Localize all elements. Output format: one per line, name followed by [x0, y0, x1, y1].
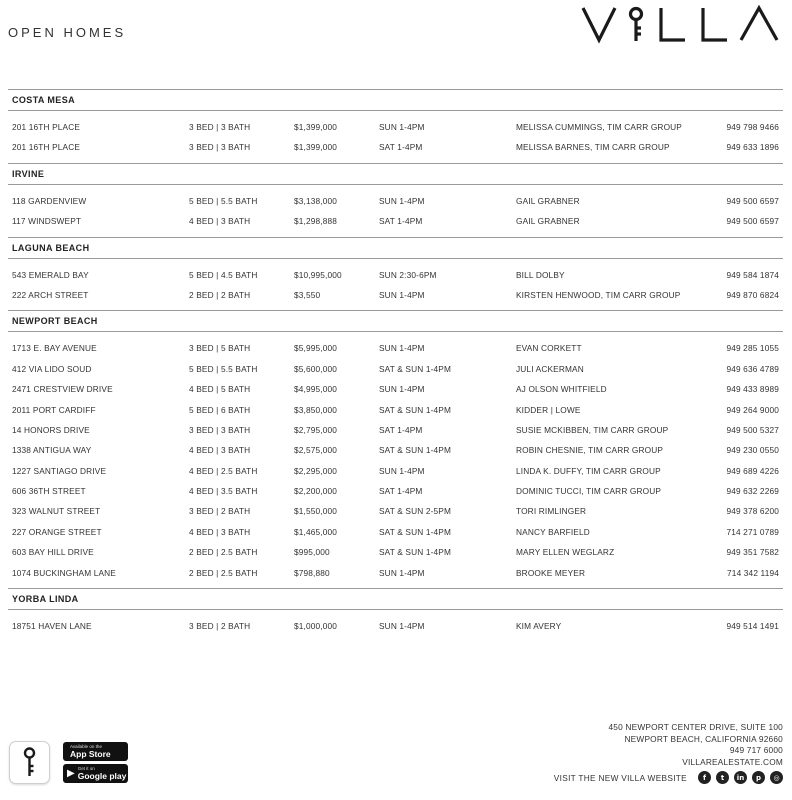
play-icon: ▶ [67, 768, 75, 779]
listing-time: SAT & SUN 1-4PM [379, 363, 452, 374]
listing-price: $3,550 [294, 289, 321, 300]
listing-bed-bath: 3 BED | 3 BATH [189, 424, 251, 435]
listing-agent: DOMINIC TUCCI, TIM CARR GROUP [516, 486, 662, 497]
listing-agent: TORI RIMLINGER [516, 506, 587, 517]
listing-row [8, 137, 783, 157]
city-section [8, 90, 783, 164]
listing-time: SUN 1-4PM [379, 621, 425, 632]
city-heading: IRVINE [8, 164, 783, 185]
listing-price: $1,000,000 [294, 621, 338, 632]
instagram-icon[interactable]: ◎ [770, 771, 783, 784]
listing-address: 118 GARDENVIEW [12, 195, 87, 206]
listing-price: $1,399,000 [294, 142, 338, 153]
listing-time: SUN 1-4PM [379, 567, 425, 578]
listing-bed-bath: 2 BED | 2.5 BATH [189, 547, 258, 558]
linkedin-icon[interactable]: in [734, 771, 747, 784]
twitter-icon[interactable]: t [716, 771, 729, 784]
listing-phone[interactable]: 949 285 1055 [726, 343, 779, 354]
listing-bed-bath: 5 BED | 5.5 BATH [189, 363, 258, 374]
villa-app-icon[interactable] [9, 741, 50, 784]
listing-agent: GAIL GRABNER [516, 195, 580, 206]
office-address-line1: 450 NEWPORT CENTER DRIVE, SUITE 100 [608, 722, 783, 732]
listing-time: SUN 1-4PM [379, 465, 425, 476]
listing-price: $5,600,000 [294, 363, 338, 374]
listing-bed-bath: 3 BED | 3 BATH [189, 122, 251, 132]
listing-bed-bath: 4 BED | 5 BATH [189, 384, 251, 395]
listing-row [8, 285, 783, 305]
listing-time: SUN 1-4PM [379, 289, 425, 300]
listing-price: $995,000 [294, 547, 330, 558]
visit-website-link[interactable]: VISIT THE NEW VILLA WEBSITE [553, 772, 687, 783]
listing-bed-bath: 4 BED | 3 BATH [189, 526, 251, 537]
listing-address: 1074 BUCKINGHAM LANE [12, 567, 116, 578]
listing-phone[interactable]: 949 264 9000 [726, 404, 779, 415]
listing-agent: SUSIE MCKIBBEN, TIM CARR GROUP [516, 424, 669, 435]
listing-time: SAT & SUN 1-4PM [379, 547, 452, 558]
app-store-small-text: Available on the [70, 744, 102, 749]
google-play-small-text: Get it on [77, 766, 95, 771]
listing-agent: GAIL GRABNER [516, 216, 580, 227]
city-heading: YORBA LINDA [8, 589, 783, 610]
listing-bed-bath: 5 BED | 5.5 BATH [189, 195, 258, 206]
listing-time: SAT 1-4PM [379, 486, 423, 497]
listing-phone[interactable]: 949 636 4789 [726, 363, 779, 374]
listing-phone[interactable]: 949 870 6824 [726, 289, 779, 300]
listing-address: 2011 PORT CARDIFF [12, 404, 96, 415]
listing-bed-bath: 2 BED | 2 BATH [189, 289, 251, 300]
listing-agent: BROOKE MEYER [516, 567, 586, 578]
listing-address: 201 16TH PLACE [12, 122, 81, 132]
listing-time: SAT 1-4PM [379, 142, 423, 153]
listing-address: 543 EMERALD BAY [12, 269, 89, 280]
google-play-badge[interactable] [63, 764, 128, 783]
listing-price: $10,995,000 [294, 269, 342, 280]
listing-address: 222 ARCH STREET [12, 289, 89, 300]
listing-time: SAT & SUN 2-5PM [379, 506, 452, 517]
listing-row [8, 616, 783, 636]
listing-rows [8, 610, 783, 641]
listing-time: SUN 1-4PM [379, 384, 425, 395]
listing-price: $3,138,000 [294, 195, 338, 206]
listing-address: 201 16TH PLACE [12, 142, 81, 153]
listing-bed-bath: 3 BED | 2 BATH [189, 506, 251, 517]
app-store-badge[interactable] [63, 742, 128, 761]
listing-row [8, 461, 783, 481]
listing-time: SAT & SUN 1-4PM [379, 445, 452, 456]
listing-phone[interactable]: 949 230 0550 [726, 445, 779, 456]
listing-row [8, 359, 783, 379]
listing-bed-bath: 2 BED | 2.5 BATH [189, 567, 258, 578]
villa-logo[interactable] [581, 4, 783, 44]
listing-address: 1338 ANTIGUA WAY [12, 445, 92, 456]
listing-price: $2,200,000 [294, 486, 338, 497]
listing-bed-bath: 5 BED | 6 BATH [189, 404, 251, 415]
listing-time: SAT & SUN 1-4PM [379, 404, 452, 415]
listing-row [8, 501, 783, 521]
listing-row [8, 379, 783, 399]
listing-price: $1,550,000 [294, 506, 338, 517]
listing-bed-bath: 3 BED | 2 BATH [189, 621, 251, 632]
listing-agent: NANCY BARFIELD [516, 526, 590, 537]
listing-row [8, 191, 783, 211]
listing-agent: MARY ELLEN WEGLARZ [516, 547, 615, 558]
city-heading: LAGUNA BEACH [8, 238, 783, 259]
listing-price: $5,995,000 [294, 343, 338, 354]
google-play-label: Google play [77, 770, 127, 781]
listing-phone[interactable]: 714 271 0789 [726, 526, 779, 537]
listing-price: $798,880 [294, 567, 330, 578]
listing-rows [8, 185, 783, 238]
listing-row [8, 563, 783, 583]
listing-agent: JULI ACKERMAN [516, 363, 584, 374]
listing-agent: MELISSA BARNES, TIM CARR GROUP [516, 142, 670, 153]
listing-phone[interactable]: 949 689 4226 [726, 465, 779, 476]
listing-row [8, 542, 783, 562]
city-heading: COSTA MESA [8, 90, 783, 111]
listing-phone[interactable]: 949 351 7582 [726, 547, 779, 558]
listing-agent: KIRSTEN HENWOOD, TIM CARR GROUP [516, 289, 681, 300]
listing-row [8, 481, 783, 501]
page-title: OPEN HOMES [8, 25, 127, 40]
listing-phone[interactable]: 949 378 6200 [726, 506, 779, 517]
listing-bed-bath: 4 BED | 2.5 BATH [189, 465, 258, 476]
listing-price: $2,575,000 [294, 445, 338, 456]
website-link[interactable]: VILLAREALESTATE.COM [682, 756, 783, 767]
city-section [8, 589, 783, 641]
office-contact [608, 722, 783, 768]
listing-bed-bath: 4 BED | 3 BATH [189, 216, 251, 227]
listing-price: $1,465,000 [294, 526, 338, 537]
listing-time: SUN 1-4PM [379, 195, 425, 206]
listing-address: 1713 E. BAY AVENUE [12, 343, 97, 354]
listing-agent: MELISSA CUMMINGS, TIM CARR GROUP [516, 122, 682, 132]
listing-phone[interactable]: 949 500 6597 [726, 216, 779, 227]
listing-address: 603 BAY HILL DRIVE [12, 547, 94, 558]
listing-bed-bath: 3 BED | 5 BATH [189, 343, 251, 354]
listing-address: 606 36TH STREET [12, 486, 86, 497]
listing-bed-bath: 4 BED | 3 BATH [189, 445, 251, 456]
listing-agent: BILL DOLBY [516, 269, 565, 280]
listing-rows [8, 332, 783, 589]
listing-agent: EVAN CORKETT [516, 343, 582, 354]
listing-agent: LINDA K. DUFFY, TIM CARR GROUP [516, 465, 661, 476]
listing-row [8, 400, 783, 420]
listing-phone[interactable]: 714 342 1194 [727, 567, 779, 578]
listing-rows [8, 259, 783, 312]
listing-row [8, 338, 783, 358]
listing-price: $1,298,888 [294, 216, 338, 227]
listing-phone[interactable]: 949 433 8989 [726, 384, 779, 395]
listing-agent: AJ OLSON WHITFIELD [516, 384, 607, 395]
listing-phone[interactable]: 949 514 1491 [726, 621, 779, 632]
listing-phone[interactable]: 949 632 2269 [726, 486, 779, 497]
listing-phone[interactable]: 949 584 1874 [726, 269, 779, 280]
listing-price: $3,850,000 [294, 404, 338, 415]
listing-row [8, 265, 783, 285]
listing-rows [8, 111, 783, 164]
pinterest-icon[interactable]: p [752, 771, 765, 784]
key-icon [10, 742, 49, 783]
listing-price: $2,795,000 [294, 424, 338, 435]
listing-address: 323 WALNUT STREET [12, 506, 101, 517]
office-phone: 949 717 6000 [729, 745, 783, 756]
city-section [8, 164, 783, 238]
listing-agent: KIDDER | LOWE [516, 404, 581, 415]
listing-row [8, 211, 783, 231]
listing-bed-bath: 4 BED | 3.5 BATH [189, 486, 258, 497]
listing-time: SAT 1-4PM [379, 424, 423, 435]
listing-price: $2,295,000 [294, 465, 338, 476]
facebook-icon[interactable]: f [698, 771, 711, 784]
listing-time: SAT 1-4PM [379, 216, 423, 227]
listing-price: $1,399,000 [294, 122, 338, 132]
listing-agent: ROBIN CHESNIE, TIM CARR GROUP [516, 445, 664, 456]
listing-row [8, 522, 783, 542]
listing-phone[interactable]: 949 500 6597 [726, 195, 779, 206]
listing-phone[interactable]: 949 633 1896 [726, 142, 779, 153]
listing-row [8, 440, 783, 460]
listing-row [8, 117, 783, 137]
listing-time: SAT & SUN 1-4PM [379, 526, 452, 537]
listing-address: 2471 CRESTVIEW DRIVE [12, 384, 113, 395]
listing-address: 227 ORANGE STREET [12, 526, 102, 537]
listing-agent: KIM AVERY [516, 621, 562, 632]
listing-address: 412 VIA LIDO SOUD [12, 363, 92, 374]
listing-time: SUN 1-4PM [379, 343, 425, 354]
city-section [8, 238, 783, 312]
listing-time: SUN 2:30-6PM [379, 269, 437, 280]
listing-price: $4,995,000 [294, 384, 338, 395]
listing-address: 117 WINDSWEPT [12, 216, 82, 227]
listing-address: 18751 HAVEN LANE [12, 621, 92, 632]
listing-phone[interactable]: 949 500 5327 [726, 424, 779, 435]
open-homes-listing [8, 89, 783, 641]
listing-phone[interactable]: 949 798 9466 [726, 122, 779, 132]
office-address-line2: NEWPORT BEACH, CALIFORNIA 92660 [624, 733, 783, 744]
city-heading: NEWPORT BEACH [8, 311, 783, 332]
listing-bed-bath: 3 BED | 3 BATH [189, 142, 251, 153]
listing-row [8, 420, 783, 440]
listing-address: 1227 SANTIAGO DRIVE [12, 465, 107, 476]
listing-time: SUN 1-4PM [379, 122, 425, 132]
listing-bed-bath: 5 BED | 4.5 BATH [189, 269, 258, 280]
app-store-label: App Store [70, 748, 111, 759]
city-section [8, 311, 783, 589]
visit-website-row [554, 771, 783, 784]
listing-address: 14 HONORS DRIVE [12, 424, 90, 435]
